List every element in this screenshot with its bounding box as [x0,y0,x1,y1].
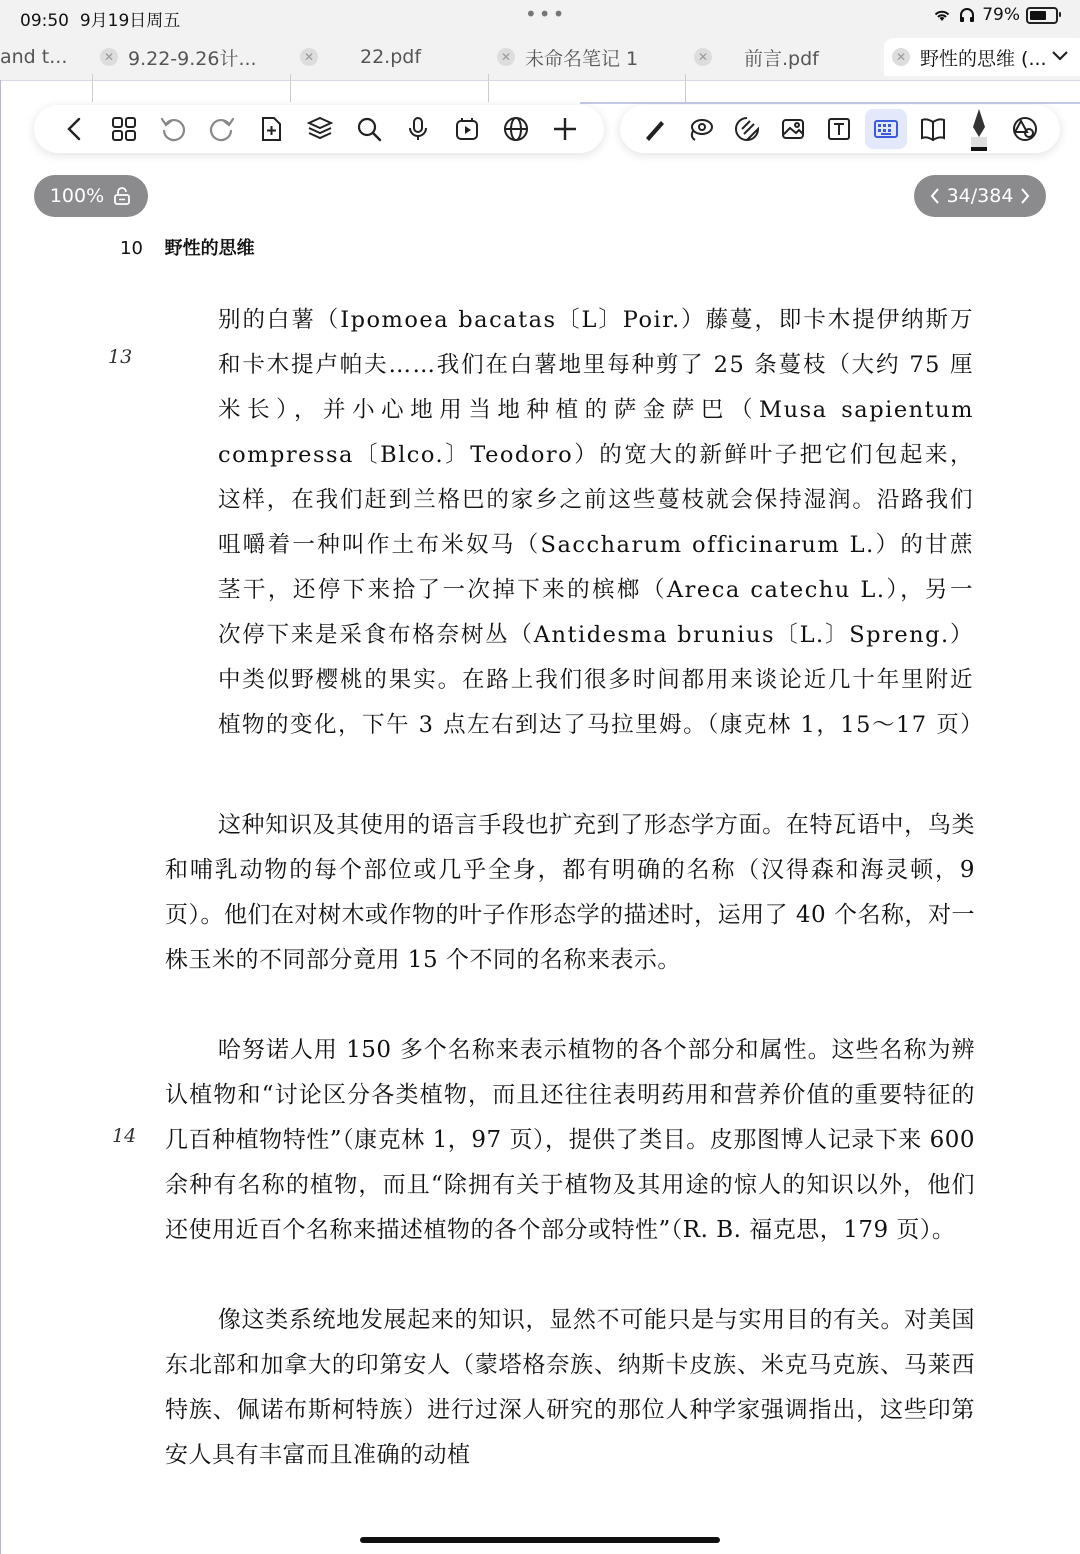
prev-page-button[interactable] [929,187,941,205]
body-paragraph: 哈努诺人用 150 多个名称来表示植物的各个部分和属性。这些名称为辨认植物和“讨论区分各类植物，而且还往往表明药用和营养价值的重要特征的几百种植物特性”（康克林 1，97 页），提供了类目。皮那图博人记录下来 600 余种有名称的植物，而且“除拥有关于植物及其用途的惊人的知识以外，他们还使用近百个名称来描述植物的各个部分或特性”（R. B. 福克思，179 页）。 [165,1037,975,1243]
tab-label: 9.22-9.26计... [128,47,257,70]
search-button[interactable] [344,109,393,149]
tab-label: and t... [0,46,68,68]
tab-label: 前言.pdf [744,47,819,70]
pen-tool[interactable] [632,109,678,149]
fountain-pen-tool[interactable] [956,109,1002,149]
redo-button[interactable] [197,109,246,149]
microphone-icon [404,115,432,143]
chevron-left-icon [61,115,89,143]
zoom-indicator[interactable] [34,175,148,217]
textbox-icon [825,115,853,143]
status-right [932,5,1058,25]
pen-icon [641,115,669,143]
layers-icon [306,115,334,143]
redo-icon [208,115,236,143]
globe-icon [502,115,530,143]
shapes-tool[interactable] [1002,109,1048,149]
media-button[interactable] [442,109,491,149]
margin-page-number: 13 [108,346,133,368]
multitasking-dots-icon[interactable]: ••• [525,2,567,26]
block-quote: 别的白薯（Ipomoea bacatas〔L〕Poir.）藤蔓，即卡木提伊纳斯万和卡木提卢帕夫……我们在白薯地里每种剪了 25 条蔓枝（大约 75 厘米长），并小心地用当地种植的萨金萨巴（Musa sapientum compressa〔Blco.〕Teodoro）的宽大的新鲜叶子把它们包起来，这样，在我们赶到兰格巴的家乡之前这些蔓枝就会保持湿润。沿路我们咀嚼着一种叫作土布米奴马（Saccharum officinarum L.）的甘蔗茎干，还停下来拾了一次掉下来的槟榔（Areca catechu L.），另一次停下来是采食布格奈树丛（Antidesma brunius〔L.〕Spreng.）中类似野樱桃的果实。在路上我们很多时间都用来谈论近几十年里附近植物的变化，下午 3 点左右到达了马拉里姆。（康克林 1，15～17 页） [218,307,985,738]
lasso-icon [687,115,715,143]
textbox-tool[interactable] [816,109,862,149]
status-bar [0,0,1080,32]
tab-3[interactable] [497,38,677,76]
layers-button[interactable] [295,109,344,149]
tabs-chevron-down-icon[interactable] [1050,44,1070,68]
next-page-button[interactable] [1019,187,1031,205]
tab-1[interactable] [100,38,280,76]
page-number: 10 [120,238,143,259]
undo-button[interactable] [148,109,197,149]
back-button[interactable] [50,109,99,149]
microphone-button[interactable] [393,109,442,149]
body-paragraph: 像这类系统地发展起来的知识，显然不可能只是与实用目的有关。对美国东北部和加拿大的印第安人（蒙塔格奈族、纳斯卡皮族、米克马克族、马莱西特族、佩诺布斯柯特族）进行过深人研究的那位人种学家强调指出，这些印第安人具有丰富而且准确的动植 [165,1307,975,1468]
page-indicator: 34/384 [946,185,1014,207]
image-tool[interactable] [770,109,816,149]
reader-tool[interactable] [910,109,956,149]
lasso-tool[interactable] [678,109,724,149]
headphones-icon [958,7,976,23]
add-button[interactable] [540,109,589,149]
shapes-icon [1011,115,1039,143]
keyboard-tool[interactable] [865,109,907,149]
home-indicator[interactable] [360,1537,720,1543]
battery-icon [1026,7,1058,24]
media-icon [453,115,481,143]
undo-icon [159,115,187,143]
sticker-tool[interactable] [724,109,770,149]
close-icon[interactable]: ✕ [300,48,318,66]
grid-view-button[interactable] [99,109,148,149]
status-date: 9月19日周五 [79,11,181,31]
page-navigator [914,175,1046,217]
tab-0[interactable] [0,38,80,76]
tools-toolbar [620,105,1060,153]
tab-2[interactable] [300,38,480,76]
body-paragraph: 这种知识及其使用的语言手段也扩充到了形态学方面。在特瓦语中，鸟类和哺乳动物的每个部位或几乎全身，都有明确的名称（汉得森和海灵顿，9 页）。他们在对树木或作物的叶子作形态学的描述时，运用了 40 个名称，对一株玉米的不同部分竟用 15 个不同的名称来表示。 [165,812,975,973]
main-toolbar [34,105,604,153]
tab-4[interactable] [694,38,874,76]
grid-icon [110,115,138,143]
battery-percent: 79% [982,5,1020,25]
plus-icon [551,115,579,143]
search-icon [355,115,383,143]
close-icon[interactable]: ✕ [497,48,515,66]
wifi-icon [932,7,952,23]
add-page-button[interactable] [246,109,295,149]
close-icon[interactable]: ✕ [694,48,712,66]
running-title: 野性的思维 [164,238,255,259]
sticker-icon [733,115,761,143]
tab-label: 22.pdf [360,46,422,68]
book-icon [919,115,947,143]
page-header [120,234,255,260]
tab-label: 未命名笔记 1 [525,47,639,70]
image-icon [779,115,807,143]
keyboard-icon [872,115,900,143]
fountain-pen-icon [965,105,993,153]
add-page-icon [257,115,285,143]
close-icon[interactable]: ✕ [100,48,118,66]
web-button[interactable] [491,109,540,149]
tab-label: 野性的思维 (... [920,47,1047,70]
margin-page-number: 14 [112,1125,137,1147]
status-time: 09:50 9月19日周五 [20,11,181,31]
tab-bar [0,32,1080,80]
close-icon[interactable]: ✕ [892,48,910,66]
lock-icon [112,186,132,206]
zoom-value: 100% [49,185,105,207]
